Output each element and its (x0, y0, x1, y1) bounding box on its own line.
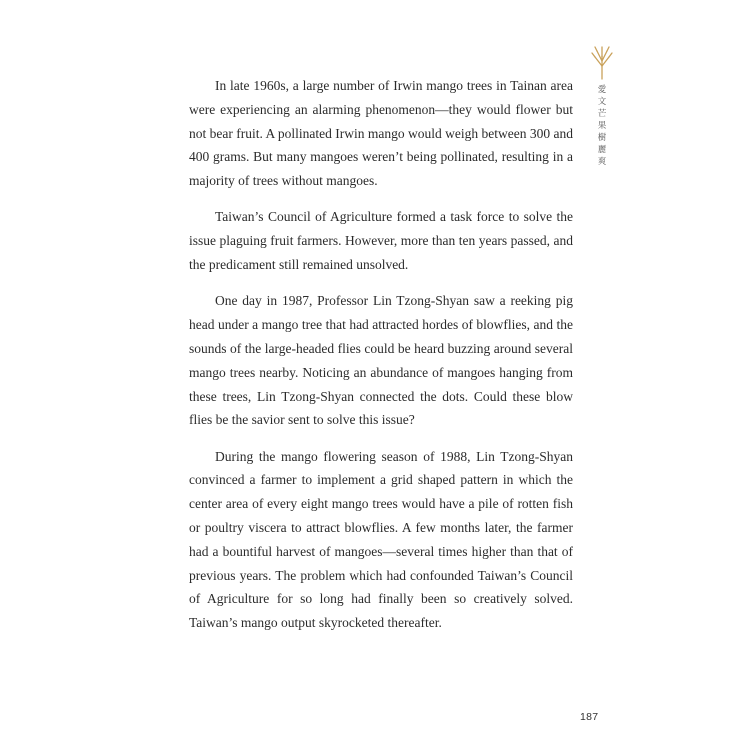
side-mark (586, 44, 618, 168)
paragraph-4: During the mango flowering season of 1988, Lin Tzong-Shyan convinced a farmer to implement a grid shaped pattern in which the center area of every eight mango trees would have a pile of rotten fish or poultry viscera to attract blowflies. A few months later, the farmer had a bountiful harvest of mangoes—several times higher than that of previous years. The problem which had confounded Taiwan’s Council of Agriculture for so long had finally been so creatively solved. Taiwan’s mango output skyrocketed thereafter. (189, 448, 573, 631)
tree-icon (588, 44, 616, 80)
side-title: 愛文芒果樹麗爽 (597, 85, 607, 167)
paragraph-1: In late 1960s, a large number of Irwin mango trees in Tainan area were experiencing an alarming phenomenon—they would flower but not bear fruit. A pollinated Irwin mango would weigh between 300 and 400 grams. But many mangoes weren’t being pollinated, resulting in a majority of trees without mangoes. (189, 78, 573, 189)
paragraph-2: Taiwan’s Council of Agriculture formed a task force to solve the issue plaguing fruit farmers. However, more than ten years passed, and the predicament still remained unsolved. (189, 209, 573, 273)
body-text (189, 74, 573, 648)
page-number: 187 (580, 711, 599, 723)
paragraph-3: One day in 1987, Professor Lin Tzong-Shyan saw a reeking pig head under a mango tree that had attracted hordes of blowflies, and the sounds of the large-headed flies could be heard buzzing around several mango trees nearby. Noticing an abundance of mangoes hanging from these trees, Lin Tzong-Shyan connected the dots. Could these blow flies be the savior sent to solve this issue? (189, 293, 573, 428)
